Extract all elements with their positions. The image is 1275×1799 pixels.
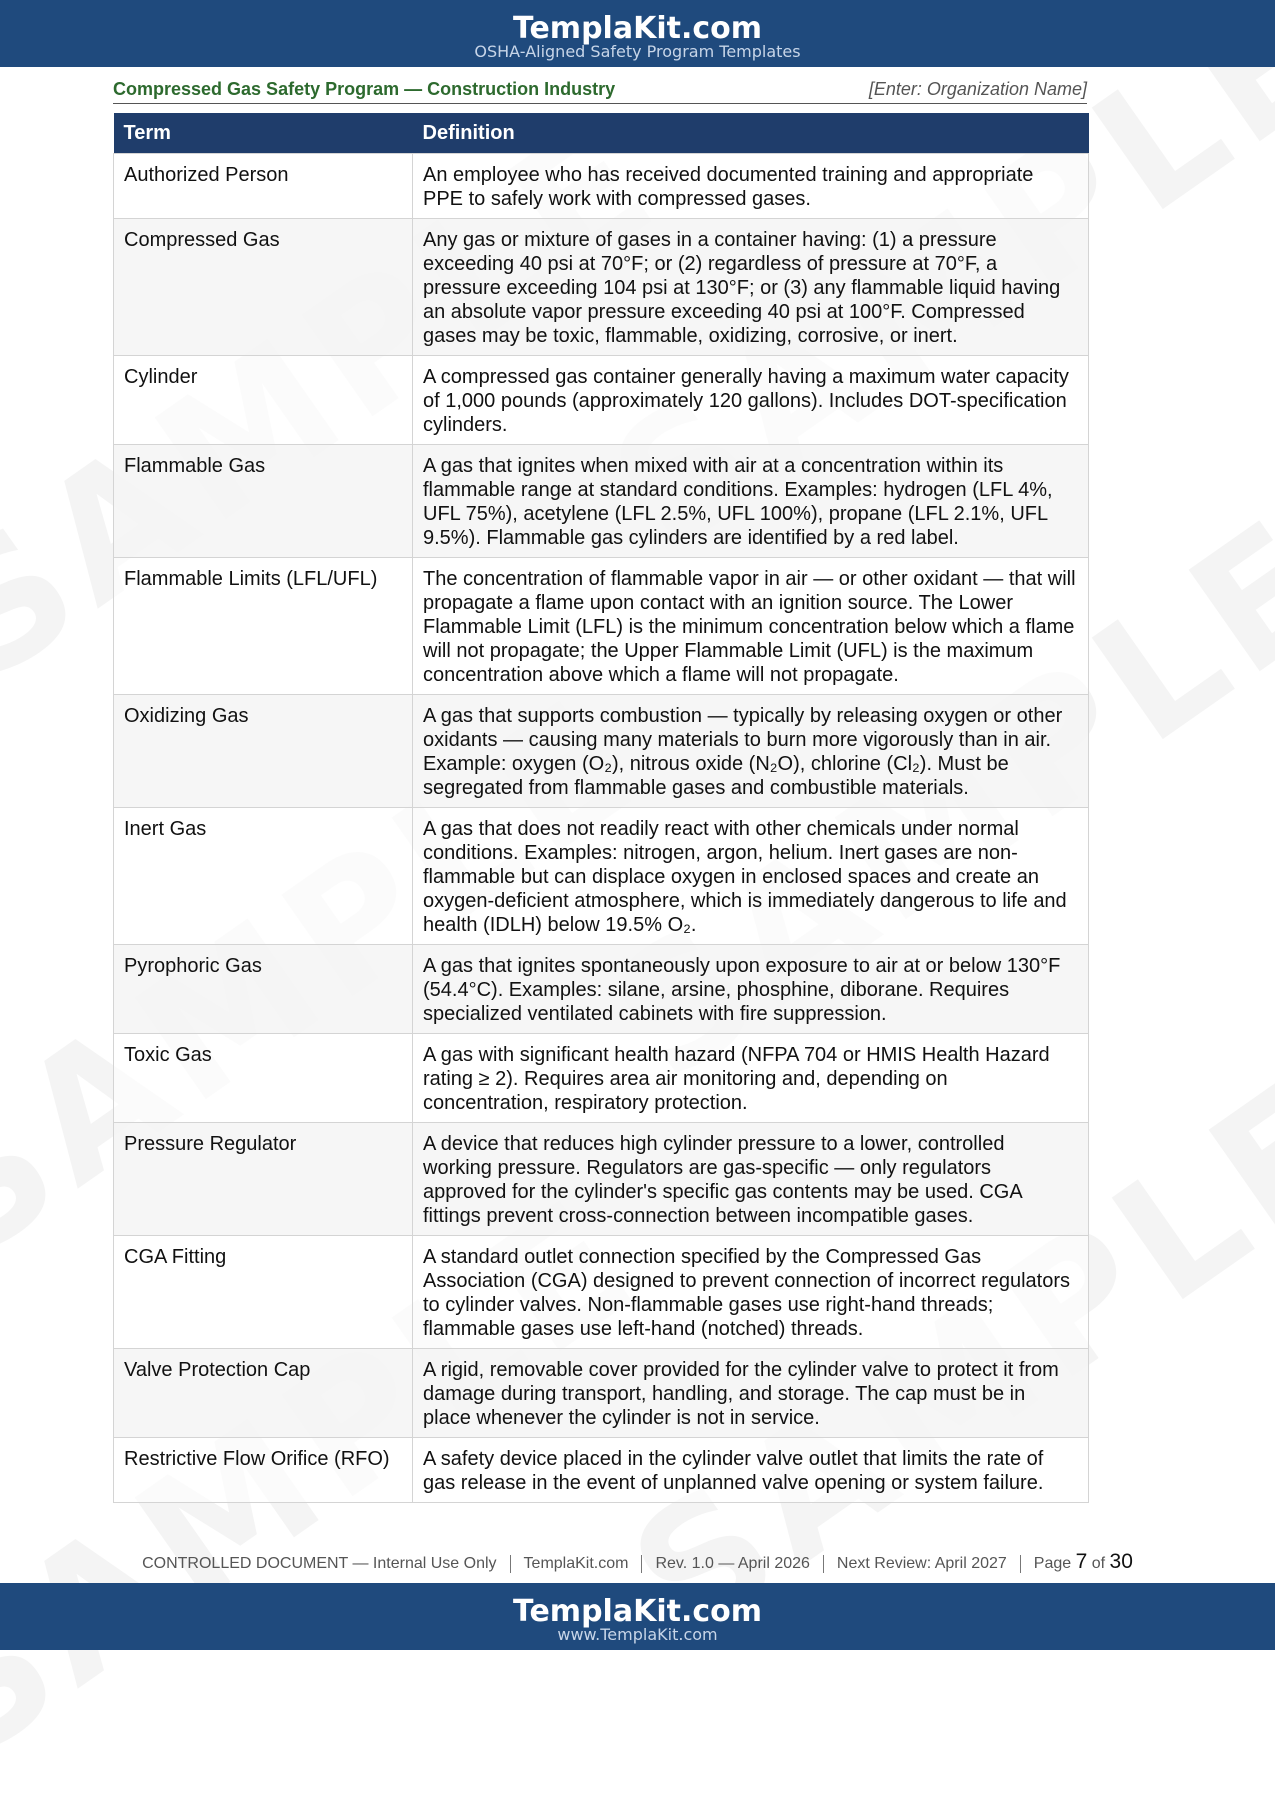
term-cell: Pyrophoric Gas [114,945,413,1034]
table-row [114,1236,1089,1349]
page-label: Page [1033,1555,1072,1572]
term-cell: Restrictive Flow Orifice (RFO) [114,1438,413,1503]
bottom-banner [0,1583,1275,1650]
definition-cell: The concentration of flammable vapor in air — or other oxidant — that will propagate a flame upon contact with an ignition source. The Lower Flammable Limit (LFL) is the minimum concentration below which a flame will not propagate; the Upper Flammable Limit (UFL) is the maximum concentration above which a flame will not propagate. [413,558,1089,695]
definition-cell: A gas that supports combustion — typically by releasing oxygen or other oxidants — causing many materials to burn more vigorously than in air. Example: oxygen (O₂), nitrous oxide (N₂O), chlorine (Cl₂). Must be segregated from flammable gases and combustible materials. [413,695,1089,808]
footer-divider [641,1555,642,1573]
document-title: Compressed Gas Safety Program — Construction Industry [113,79,616,99]
term-cell: CGA Fitting [114,1236,413,1349]
definition-cell: Any gas or mixture of gases in a container having: (1) a pressure exceeding 40 psi at 70°F; or (2) regardless of pressure at 70°F, a pressure exceeding 104 psi at 130°F; or (3) any flammable liquid having an absolute vapor pressure exceeding 40 psi at 100°F. Compressed gases may be toxic, flammable, oxidizing, corrosive, or inert. [413,219,1089,356]
table-row [114,808,1089,945]
term-cell: Valve Protection Cap [114,1349,413,1438]
footer-revision: Rev. 1.0 — April 2026 [655,1555,810,1572]
definition-cell: A gas that does not readily react with other chemicals under normal conditions. Examples: nitrogen, argon, helium. Inert gases are non-flammable but can displace oxygen in enclosed spaces and create an oxygen-deficient atmosphere, which is immediately dangerous to life and health (IDLH) below 19.5% O₂. [413,808,1089,945]
website-url[interactable]: www.TemplaKit.com [557,1625,718,1644]
footer-divider [510,1555,511,1573]
page-current: 7 [1075,1550,1088,1573]
footer-site: TemplaKit.com [523,1555,629,1572]
column-header-definition: Definition [413,113,1089,154]
term-cell: Toxic Gas [114,1034,413,1123]
definition-cell: A rigid, removable cover provided for the cylinder valve to protect it from damage during transport, handling, and storage. The cap must be in place whenever the cylinder is not in service. [413,1349,1089,1438]
page-footer [0,1550,1275,1574]
column-header-term: Term [114,113,413,154]
term-cell: Oxidizing Gas [114,695,413,808]
controlled-document-notice: CONTROLLED DOCUMENT — Internal Use Only [142,1555,497,1572]
page-of-label: of [1091,1555,1106,1572]
table-row [114,1349,1089,1438]
brand-logo-text: TemplaKit.com [512,1594,762,1629]
table-row [114,154,1089,219]
brand-tagline: OSHA-Aligned Safety Program Templates [474,42,801,61]
table-row [114,219,1089,356]
table-row [114,558,1089,695]
footer-next-review: Next Review: April 2027 [836,1555,1007,1572]
term-cell: Flammable Limits (LFL/UFL) [114,558,413,695]
table-row [114,1438,1089,1503]
document-header [113,76,1087,104]
table-row [114,445,1089,558]
organization-placeholder: [Enter: Organization Name] [868,79,1087,99]
table-header-row [114,113,1089,154]
table-row [114,695,1089,808]
top-banner [0,0,1275,67]
table-row [114,1034,1089,1123]
term-cell: Inert Gas [114,808,413,945]
term-cell: Authorized Person [114,154,413,219]
term-cell: Compressed Gas [114,219,413,356]
term-cell: Pressure Regulator [114,1123,413,1236]
definition-cell: A gas that ignites when mixed with air at a concentration within its flammable range at standard conditions. Examples: hydrogen (LFL 4%, UFL 75%), acetylene (LFL 2.5%, UFL 100%), propane (LFL 2.1%, UFL 9.5%). Flammable gas cylinders are identified by a red label. [413,445,1089,558]
definition-cell: A gas that ignites spontaneously upon exposure to air at or below 130°F (54.4°C). Examples: silane, arsine, phosphine, diborane. Requires specialized ventilated cabinets with fire suppression. [413,945,1089,1034]
definition-cell: A standard outlet connection specified by the Compressed Gas Association (CGA) designed to prevent connection of incorrect regulators to cylinder valves. Non-flammable gases use right-hand threads; flammable gases use left-hand (notched) threads. [413,1236,1089,1349]
term-cell: Flammable Gas [114,445,413,558]
brand-logo-text: TemplaKit.com [512,11,762,46]
definition-cell: A gas with significant health hazard (NFPA 704 or HMIS Health Hazard rating ≥ 2). Requires area air monitoring and, depending on concentration, respiratory protection. [413,1034,1089,1123]
footer-divider [1020,1555,1021,1573]
term-cell: Cylinder [114,356,413,445]
table-row [114,1123,1089,1236]
table-row [114,356,1089,445]
definition-cell: A device that reduces high cylinder pressure to a lower, controlled working pressure. Regulators are gas-specific — only regulators approved for the cylinder's specific gas contents may be used. CGA fittings prevent cross-connection between incompatible gases. [413,1123,1089,1236]
footer-divider [823,1555,824,1573]
definition-cell: A safety device placed in the cylinder valve outlet that limits the rate of gas release in the event of unplanned valve opening or system failure. [413,1438,1089,1503]
page-total: 30 [1109,1550,1133,1573]
definitions-table [113,113,1089,1503]
table-row [114,945,1089,1034]
definition-cell: A compressed gas container generally having a maximum water capacity of 1,000 pounds (approximately 120 gallons). Includes DOT-specification cylinders. [413,356,1089,445]
definition-cell: An employee who has received documented training and appropriate PPE to safely work with compressed gases. [413,154,1089,219]
